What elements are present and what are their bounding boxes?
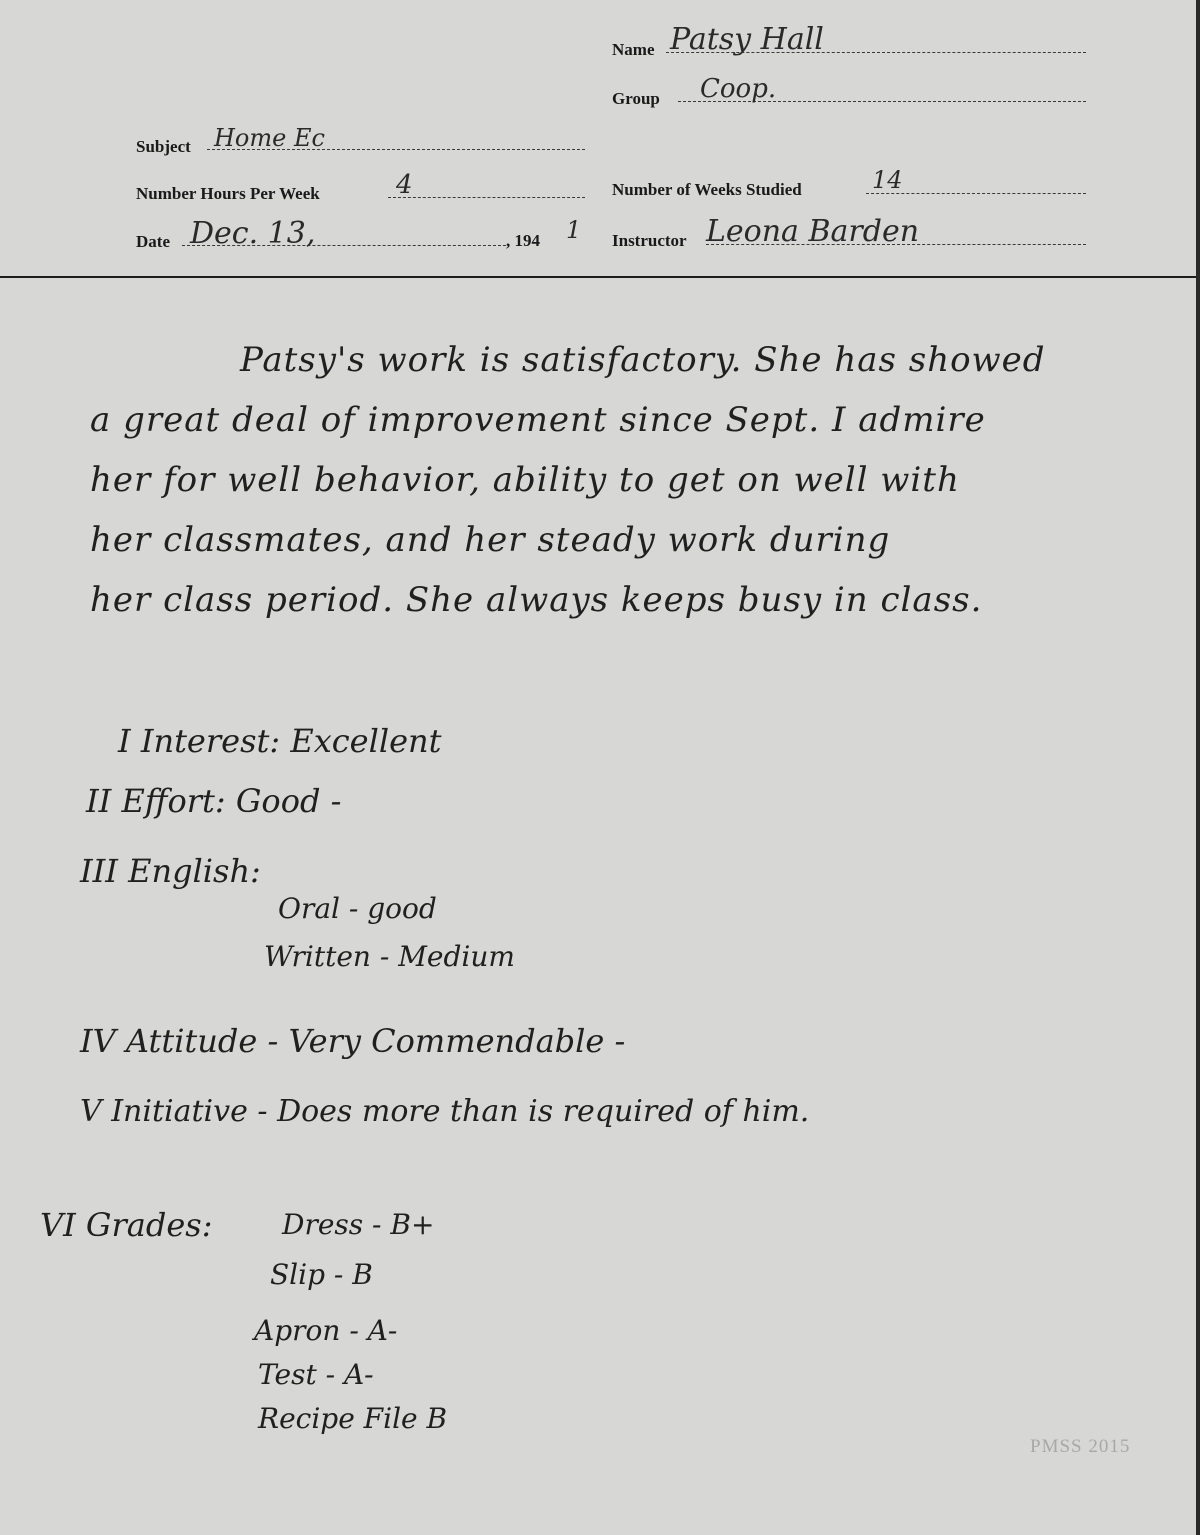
grade-apron: Apron - A- (254, 1314, 398, 1347)
subject-value: Home Ec (214, 124, 325, 152)
grade-recipe-file: Recipe File B (258, 1402, 448, 1435)
rating-english-written: Written - Medium (264, 940, 515, 973)
date-label: Date (136, 232, 170, 251)
year-value: 1 (566, 216, 582, 244)
watermark: PMSS 2015 (1030, 1436, 1131, 1457)
rating-english: III English: (80, 852, 261, 890)
instructor-value: Leona Barden (706, 214, 920, 249)
rating-english-oral: Oral - good (278, 892, 437, 925)
rating-effort: II Effort: Good - (86, 782, 342, 820)
header-divider (0, 276, 1200, 278)
rating-grades: VI Grades: (40, 1206, 213, 1244)
name-label: Name (612, 40, 655, 59)
hours-line (388, 197, 585, 198)
hours-value: 4 (396, 170, 413, 200)
weeks-label: Number of Weeks Studied (612, 180, 802, 199)
grade-test: Test - A- (258, 1358, 374, 1391)
grade-slip: Slip - B (270, 1258, 373, 1291)
comment-line: a great deal of improvement since Sept. I admire (90, 400, 986, 440)
group-value: Coop. (700, 74, 777, 104)
rating-interest: I Interest: Excellent (118, 722, 442, 760)
year-label: , 194 (506, 231, 540, 250)
rating-attitude: IV Attitude - Very Commendable - (80, 1022, 626, 1060)
rating-initiative: V Initiative - Does more than is required of him. (80, 1094, 810, 1129)
hours-label: Number Hours Per Week (136, 184, 320, 203)
name-value: Patsy Hall (670, 22, 824, 57)
comment-line: her classmates, and her steady work during (90, 520, 891, 560)
grade-dress: Dress - B+ (282, 1208, 435, 1241)
comment-line: her class period. She always keeps busy in class. (90, 580, 983, 620)
date-value: Dec. 13, (190, 216, 316, 251)
comment-line: her for well behavior, ability to get on well with (90, 460, 960, 500)
subject-label: Subject (136, 137, 191, 156)
group-label: Group (612, 89, 660, 108)
weeks-value: 14 (872, 166, 903, 194)
comment-line: Patsy's work is satisfactory. She has showed (240, 340, 1046, 380)
instructor-label: Instructor (612, 231, 687, 250)
